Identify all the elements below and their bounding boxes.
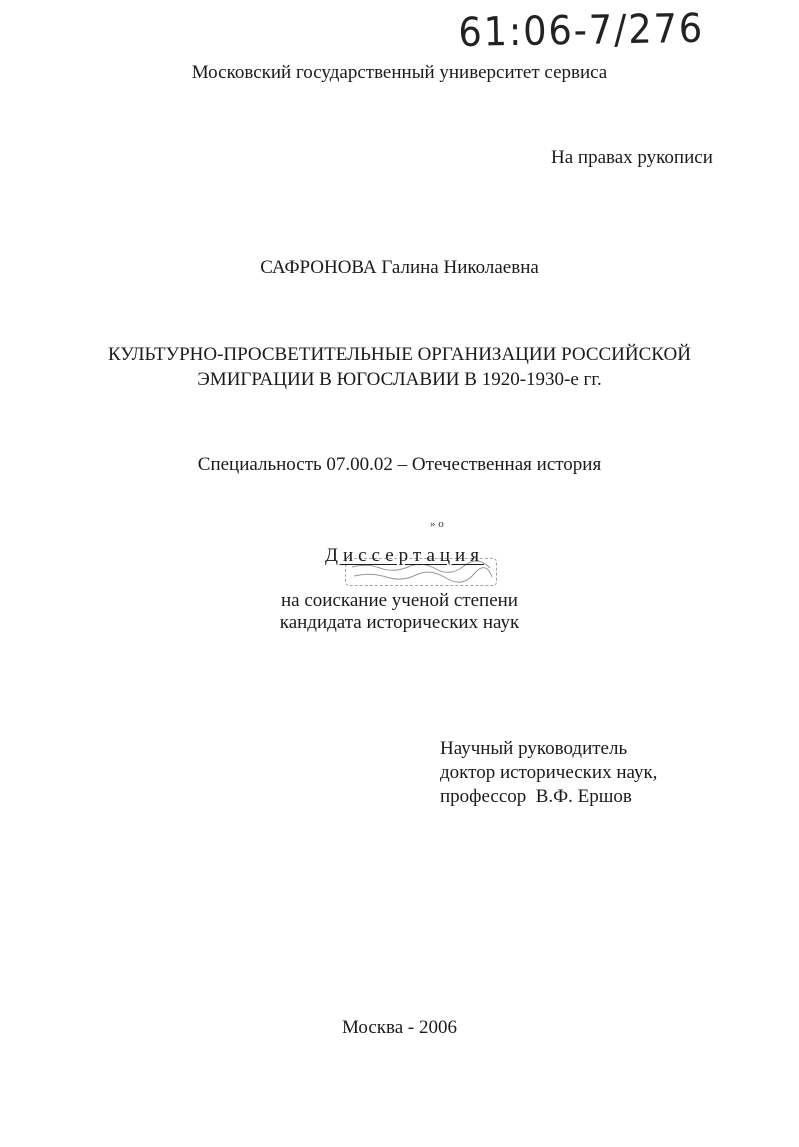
degree-line-1: на соискание ученой степени (281, 590, 518, 611)
rights-notice: На правах рукописи (551, 147, 713, 168)
supervisor-line-3: профессор В.Ф. Ершов (440, 786, 632, 807)
title-line-1: КУЛЬТУРНО-ПРОСВЕТИТЕЛЬНЫЕ ОРГАНИЗАЦИИ РОССИЙСКОЙ (108, 344, 691, 365)
dissertation-label: Диссертация (325, 545, 484, 566)
university-name: Московский государственный университет сервиса (191, 62, 608, 83)
dissertation-title (0, 342, 799, 392)
supervisor-line-1: Научный руководитель (440, 738, 628, 759)
title-line-2: ЭМИГРАЦИИ В ЮГОСЛАВИИ В 1920-1930-е гг. (197, 369, 602, 390)
degree-line-2: кандидата исторических наук (279, 612, 520, 633)
city-year: Москва - 2006 (341, 1017, 458, 1038)
specialty: Специальность 07.00.02 – Отечественная история (197, 454, 602, 475)
archive-number-handwritten: 61:06-7/276 (458, 5, 705, 56)
supervisor-block (440, 737, 657, 809)
small-mark-icon: » o (430, 518, 444, 530)
author-name: САФРОНОВА Галина Николаевна (260, 257, 539, 278)
supervisor-line-2: доктор исторических наук, (440, 762, 658, 783)
